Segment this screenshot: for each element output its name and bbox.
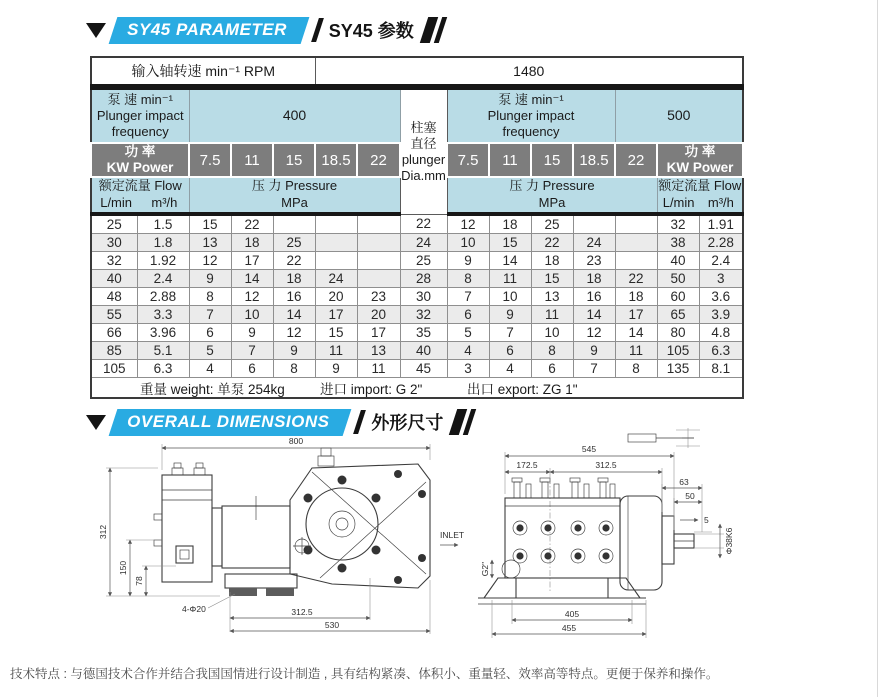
parameter-banner-title: SY45 PARAMETER <box>127 19 287 39</box>
table-cell: 9 <box>447 252 489 270</box>
table-cell: 80 <box>657 324 699 342</box>
table-cell: 11 <box>315 342 357 360</box>
table-cell: 24 <box>315 270 357 288</box>
table-cell: 105 <box>657 342 699 360</box>
table-cell: 22 <box>273 252 315 270</box>
parameter-table <box>90 56 744 399</box>
pump-speed-en2: frequency <box>111 123 169 139</box>
table-cell: 1.91 <box>699 214 743 234</box>
table-cell: 55 <box>91 306 137 324</box>
power-col: 15 <box>531 143 573 177</box>
table-cell: 3 <box>699 270 743 288</box>
pump-speed-row <box>91 87 743 143</box>
table-cell: 17 <box>231 252 273 270</box>
pump-speed-en2: frequency <box>502 123 560 139</box>
table-cell: 8.1 <box>699 360 743 378</box>
table-cell: 8 <box>189 288 231 306</box>
table-cell: 10 <box>231 306 273 324</box>
pump-speed-label-left <box>91 87 189 143</box>
dimension-label: 4-Φ20 <box>182 604 206 614</box>
page-edge-divider <box>877 0 878 697</box>
power-col: 15 <box>273 143 315 177</box>
pump-side-view <box>98 436 464 634</box>
table-cell: 9 <box>489 306 531 324</box>
flow-header-right <box>657 177 743 214</box>
flow-unit-lmin: L/min <box>100 195 133 211</box>
table-cell: 8 <box>615 360 657 378</box>
table-cell: 15 <box>315 324 357 342</box>
table-cell: 18 <box>573 270 615 288</box>
table-cell: 14 <box>231 270 273 288</box>
dimension-label: 150 <box>118 560 128 576</box>
table-cell: 40 <box>657 252 699 270</box>
table-row <box>91 342 743 360</box>
table-cell: 22 <box>615 270 657 288</box>
table-cell: 18 <box>231 234 273 252</box>
power-zh: 功 率 <box>124 144 156 159</box>
table-cell: 15 <box>189 214 231 234</box>
power-col: 18.5 <box>315 143 357 177</box>
table-cell: 7 <box>189 306 231 324</box>
table-cell: 12 <box>273 324 315 342</box>
table-cell: 6.3 <box>699 342 743 360</box>
pressure-unit: MPa <box>281 195 308 211</box>
dimension-label: 800 <box>288 436 304 446</box>
rpm-row <box>91 57 743 87</box>
shaft-dimension-label: Φ38K6 <box>724 527 734 555</box>
table-cell: 14 <box>573 306 615 324</box>
dimension-label: 63 <box>679 477 689 487</box>
table-row <box>91 214 743 234</box>
table-cell: 135 <box>657 360 699 378</box>
export-note: 出口 export: ZG 1" <box>467 381 578 397</box>
table-cell: 30 <box>91 234 137 252</box>
table-cell: 14 <box>615 324 657 342</box>
table-cell: 22 <box>400 214 447 234</box>
plunger-en1: plunger <box>401 151 446 167</box>
table-cell: 24 <box>400 234 447 252</box>
port-dimension-label: G2" <box>480 561 490 577</box>
table-cell: 32 <box>400 306 447 324</box>
table-row <box>91 324 743 342</box>
parameter-title-zh: SY45 参数 <box>328 21 414 41</box>
table-cell: 3 <box>447 360 489 378</box>
table-cell: 12 <box>573 324 615 342</box>
technical-features-note: 技术特点 : 与德国技术合作并结合我国国情进行设计制造 , 具有结构紧凑、体积小、重量轻、效率高等特点。更便于保养和操作。 <box>10 667 719 681</box>
table-cell: 3.6 <box>699 288 743 306</box>
table-cell: 15 <box>489 234 531 252</box>
rpm-label: 输入轴转速 min⁻¹ RPM <box>91 57 315 87</box>
flow-header-left <box>91 177 189 214</box>
table-cell: 9 <box>231 324 273 342</box>
plunger-en2: Dia.mm <box>401 167 446 183</box>
table-cell: 14 <box>273 306 315 324</box>
table-cell: 8 <box>531 342 573 360</box>
rpm-value: 1480 <box>315 57 743 87</box>
dimension-label: 455 <box>561 623 577 633</box>
dimensions-title-zh: 外形尺寸 <box>371 413 444 433</box>
table-cell: 16 <box>573 288 615 306</box>
table-cell: 10 <box>447 234 489 252</box>
table-cell <box>357 214 400 234</box>
table-cell: 15 <box>531 270 573 288</box>
pressure-unit: MPa <box>538 195 566 211</box>
power-en: KW Power <box>666 160 734 176</box>
plunger-dia-header <box>400 87 447 214</box>
table-cell: 25 <box>273 234 315 252</box>
table-cell: 25 <box>91 214 137 234</box>
table-cell: 2.4 <box>137 270 189 288</box>
table-cell: 1.92 <box>137 252 189 270</box>
table-cell: 30 <box>400 288 447 306</box>
table-cell <box>315 234 357 252</box>
power-col: 22 <box>357 143 400 177</box>
table-cell: 23 <box>573 252 615 270</box>
flow-title: 额定流量 Flow <box>658 178 742 194</box>
dimension-label: 5 <box>704 515 709 525</box>
dimension-label: 405 <box>564 609 580 619</box>
table-cell: 5 <box>447 324 489 342</box>
table-cell: 1.5 <box>137 214 189 234</box>
table-cell: 9 <box>189 270 231 288</box>
parameter-banner <box>109 17 309 44</box>
table-cell: 13 <box>189 234 231 252</box>
power-col: 18.5 <box>573 143 615 177</box>
table-cell: 7 <box>231 342 273 360</box>
table-cell: 40 <box>91 270 137 288</box>
pump-speed-label-right <box>447 87 615 143</box>
plunger-zh1: 柱塞 <box>410 120 437 136</box>
table-cell <box>357 270 400 288</box>
table-cell: 48 <box>91 288 137 306</box>
table-cell: 105 <box>91 360 137 378</box>
table-cell: 22 <box>531 234 573 252</box>
power-col: 7.5 <box>447 143 489 177</box>
table-cell: 9 <box>273 342 315 360</box>
table-cell: 17 <box>615 306 657 324</box>
table-cell: 35 <box>400 324 447 342</box>
table-cell <box>615 214 657 234</box>
flow-unit-m3h: m³/h <box>707 195 734 211</box>
flow-unit-lmin: L/min <box>662 195 695 211</box>
speed-400-cell: 400 <box>189 87 400 143</box>
table-cell: 4 <box>447 342 489 360</box>
table-cell: 17 <box>357 324 400 342</box>
table-cell: 65 <box>657 306 699 324</box>
dimension-label: 530 <box>324 620 340 630</box>
power-col: 11 <box>231 143 273 177</box>
table-cell: 11 <box>357 360 400 378</box>
table-cell: 25 <box>531 214 573 234</box>
table-cell: 2.88 <box>137 288 189 306</box>
weight-note: 重量 weight: 单泵 254kg <box>140 381 285 397</box>
table-cell: 5 <box>189 342 231 360</box>
table-cell: 10 <box>489 288 531 306</box>
table-cell: 22 <box>231 214 273 234</box>
table-cell: 6 <box>231 360 273 378</box>
table-cell <box>615 252 657 270</box>
table-cell: 7 <box>573 360 615 378</box>
dimension-label: 545 <box>581 444 597 454</box>
table-cell: 12 <box>189 252 231 270</box>
table-row <box>91 270 743 288</box>
table-cell: 4 <box>189 360 231 378</box>
import-note: 进口 import: G 2" <box>320 381 423 397</box>
table-cell: 11 <box>615 342 657 360</box>
table-cell: 2.28 <box>699 234 743 252</box>
table-cell: 6 <box>531 360 573 378</box>
table-cell <box>573 214 615 234</box>
power-col: 11 <box>489 143 531 177</box>
plunger-zh2: 直径 <box>410 135 437 151</box>
table-cell: 6 <box>447 306 489 324</box>
pump-front-view <box>478 444 734 638</box>
table-cell: 23 <box>357 288 400 306</box>
table-cell: 66 <box>91 324 137 342</box>
flow-title: 额定流量 Flow <box>98 178 182 194</box>
table-cell: 60 <box>657 288 699 306</box>
inlet-label: INLET <box>440 530 465 540</box>
table-cell: 28 <box>400 270 447 288</box>
table-cell: 45 <box>400 360 447 378</box>
table-cell: 50 <box>657 270 699 288</box>
power-label-right <box>657 143 743 177</box>
pressure-title: 压 力 Pressure <box>251 178 338 194</box>
table-cell: 12 <box>447 214 489 234</box>
table-cell: 8 <box>273 360 315 378</box>
table-data-rows <box>91 214 743 378</box>
dimension-label: 50 <box>685 491 695 501</box>
parameter-section-header <box>86 15 443 45</box>
table-cell: 3.3 <box>137 306 189 324</box>
table-row <box>91 252 743 270</box>
table-cell: 32 <box>657 214 699 234</box>
table-cell: 12 <box>231 288 273 306</box>
table-cell: 20 <box>357 306 400 324</box>
table-cell: 6 <box>189 324 231 342</box>
table-cell: 14 <box>489 252 531 270</box>
table-cell: 3.9 <box>699 306 743 324</box>
dimension-label: 172.5 <box>516 460 538 470</box>
pressure-title: 压 力 Pressure <box>509 178 595 194</box>
pressure-header-right <box>447 177 657 214</box>
table-cell: 25 <box>400 252 447 270</box>
table-cell: 9 <box>573 342 615 360</box>
power-col: 22 <box>615 143 657 177</box>
table-cell: 18 <box>531 252 573 270</box>
table-cell: 2.4 <box>699 252 743 270</box>
table-cell: 6.3 <box>137 360 189 378</box>
dimensions-banner-title: OVERALL DIMENSIONS <box>127 411 330 431</box>
table-cell: 11 <box>489 270 531 288</box>
table-cell: 7 <box>447 288 489 306</box>
slash-divider-icon <box>311 18 324 42</box>
table-footer-row <box>91 378 743 399</box>
power-en: KW Power <box>106 160 174 176</box>
table-cell: 24 <box>573 234 615 252</box>
table-cell: 3.96 <box>137 324 189 342</box>
table-cell <box>357 234 400 252</box>
speed-500-cell: 500 <box>615 87 743 143</box>
table-cell: 85 <box>91 342 137 360</box>
table-cell: 7 <box>489 324 531 342</box>
flow-unit-m3h: m³/h <box>151 195 178 211</box>
table-cell <box>357 252 400 270</box>
table-cell <box>315 252 357 270</box>
table-cell: 9 <box>315 360 357 378</box>
table-cell: 8 <box>447 270 489 288</box>
table-cell: 18 <box>273 270 315 288</box>
table-cell: 40 <box>400 342 447 360</box>
table-row <box>91 234 743 252</box>
table-cell <box>315 214 357 234</box>
table-cell: 1.8 <box>137 234 189 252</box>
dimension-label: 312.5 <box>291 607 313 617</box>
table-cell: 4 <box>489 360 531 378</box>
dimension-label: 312 <box>98 524 108 540</box>
table-cell: 20 <box>315 288 357 306</box>
table-cell: 13 <box>531 288 573 306</box>
keyway-detail <box>628 428 700 448</box>
table-cell: 18 <box>489 214 531 234</box>
table-row <box>91 288 743 306</box>
table-cell: 32 <box>91 252 137 270</box>
table-cell: 38 <box>657 234 699 252</box>
table-cell: 6 <box>489 342 531 360</box>
pump-speed-en1: Plunger impact <box>96 108 184 124</box>
pressure-header-left <box>189 177 400 214</box>
table-cell <box>273 214 315 234</box>
dimension-label: 312.5 <box>595 460 617 470</box>
table-row <box>91 360 743 378</box>
table-cell <box>615 234 657 252</box>
table-footer-cell <box>91 378 743 399</box>
table-cell: 17 <box>315 306 357 324</box>
power-col: 7.5 <box>189 143 231 177</box>
table-cell: 13 <box>357 342 400 360</box>
table-row <box>91 306 743 324</box>
table-cell: 4.8 <box>699 324 743 342</box>
pump-speed-zh: 泵 速 min⁻¹ <box>498 92 564 108</box>
power-label-left <box>91 143 189 177</box>
power-zh: 功 率 <box>684 144 716 159</box>
overall-dimensions-drawing <box>80 428 750 656</box>
triangle-bullet-icon <box>86 23 106 38</box>
table-cell: 11 <box>531 306 573 324</box>
table-cell: 18 <box>615 288 657 306</box>
dimension-label: 78 <box>134 576 144 586</box>
pump-speed-en1: Plunger impact <box>487 108 575 124</box>
table-header-rows <box>91 57 743 214</box>
table-cell: 10 <box>531 324 573 342</box>
pump-speed-zh: 泵 速 min⁻¹ <box>107 92 173 108</box>
table-cell: 5.1 <box>137 342 189 360</box>
table-cell: 16 <box>273 288 315 306</box>
